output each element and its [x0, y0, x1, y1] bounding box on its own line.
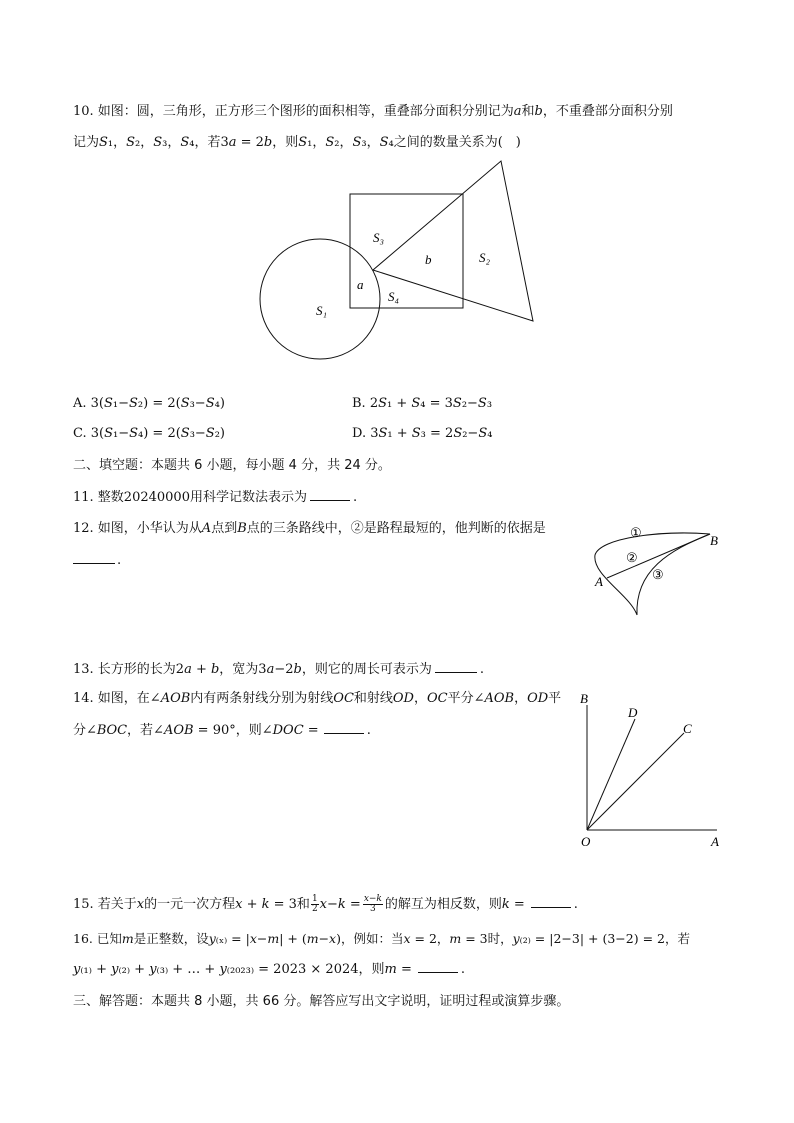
q15-post: 的解互为相反数，则𝑘 =	[384, 897, 525, 912]
q14-line2	[73, 721, 371, 740]
q15-f1-num: 1	[311, 894, 318, 904]
q11-blank[interactable]	[310, 488, 350, 501]
q10-label-s3: S₃	[373, 230, 385, 245]
q12-label-a: A	[595, 574, 603, 589]
q14-ray-od	[587, 719, 635, 830]
q12-text-line1: 12. 如图，小华认为从𝐴点到𝐵点的三条路线中，②是路程最短的，他判断的依据是	[73, 521, 546, 536]
q11	[73, 488, 357, 507]
q15-blank[interactable]	[531, 895, 571, 908]
q14-label-b: B	[580, 691, 588, 706]
q14-blank[interactable]	[324, 721, 364, 734]
q14-text-line2: 分∠𝐵𝑂𝐶，若∠𝐴𝑂𝐵 = 90°，则∠𝐷𝑂𝐶 =	[73, 723, 319, 738]
q14-text-line1: 14. 如图，在∠𝐴𝑂𝐵内有两条射线分别为射线𝑂𝐶和射线𝑂𝐷，𝑂𝐶平分∠𝐴𝑂𝐵，𝑂𝐷平	[73, 691, 562, 706]
q10-text-line1: 10. 如图：圆，三角形，正方形三个图形的面积相等，重叠部分面积分别记为𝑎和𝑏，不重叠部分面积分别	[73, 104, 673, 119]
q16-text-line2: 𝑦₍₁₎ + 𝑦₍₂₎ + 𝑦₍₃₎ + … + 𝑦₍₂₀₂₃₎ = 2023 × 2024，则𝑚 =	[73, 962, 412, 977]
q14-label-d: D	[628, 705, 638, 720]
q14-label-a: A	[711, 834, 719, 849]
q12-label-3: ③	[652, 567, 664, 582]
q10-square	[350, 194, 463, 308]
q13-text: 13. 长方形的长为2𝑎 + 𝑏，宽为3𝑎−2𝑏，则它的周长可表示为	[73, 662, 432, 677]
q13-blank[interactable]	[435, 660, 477, 673]
q15-end: .	[573, 897, 578, 912]
q12-end: .	[117, 553, 122, 568]
q15-mid: 𝑥−𝑘 =	[319, 897, 361, 912]
q14-figure	[575, 688, 725, 850]
q15-fraction-2	[363, 895, 383, 914]
q16-line2	[73, 960, 465, 979]
q14-label-c: C	[683, 721, 692, 736]
q12-label-b: B	[710, 533, 718, 548]
q10-figure	[250, 155, 550, 365]
q12-line2	[73, 551, 121, 570]
q16-text-line1: 16. 已知𝑚是正整数，设𝑦₍ₓ₎ = |𝑥−𝑚| + (𝑚−𝑥)，例如：当𝑥 = 2，𝑚 = 3时，𝑦₍₂₎ = |2−3| + (3−2) = 2，若	[73, 931, 690, 946]
q16-end: .	[460, 962, 466, 977]
q16-blank[interactable]	[418, 960, 458, 973]
q10-label-a: a	[357, 277, 364, 292]
q15	[73, 895, 578, 914]
q10-option-a: A. 3(𝑆₁−𝑆₂) = 2(𝑆₃−𝑆₄)	[73, 396, 225, 411]
q12-blank[interactable]	[73, 551, 115, 564]
q10-text-line2: 记为𝑆₁，𝑆₂，𝑆₃，𝑆₄，若3𝑎 = 2𝑏，则𝑆₁，𝑆₂，𝑆₃，𝑆₄之间的数量关系为( )	[73, 135, 521, 150]
q15-pre: 15. 若关于𝑥的一元一次方程𝑥 + 𝑘 = 3和	[73, 897, 310, 912]
q14-end: .	[366, 723, 371, 738]
q10-circle	[260, 239, 380, 359]
q15-f2-den: 3	[369, 904, 376, 914]
q10-label-b: b	[425, 252, 432, 267]
q11-end: .	[352, 490, 358, 505]
q12-figure	[585, 520, 730, 620]
q10-label-s4: S₄	[388, 289, 400, 304]
q10-option-b: B. 2𝑆₁ + 𝑆₄ = 3𝑆₂−𝑆₃	[352, 396, 493, 411]
q13	[73, 660, 484, 679]
q11-text: 11. 整数20240000用科学记数法表示为	[73, 490, 307, 505]
q10-label-s1: S₁	[316, 303, 328, 318]
q12-label-2: ②	[626, 550, 638, 565]
q14-ray-oc	[587, 733, 684, 830]
q10-option-d: D. 3𝑆₁ + 𝑆₃ = 2𝑆₂−𝑆₄	[352, 426, 493, 441]
q10-label-s2: S₂	[479, 250, 491, 265]
section-3-heading: 三、解答题：本题共 8 小题，共 66 分。解答应写出文字说明，证明过程或演算步骤。	[73, 994, 570, 1009]
q15-f1-den: 2	[311, 904, 318, 914]
q12-route-3	[637, 534, 710, 615]
q15-f2-num: 𝑥−𝑘	[363, 894, 382, 904]
q14-label-o: O	[581, 834, 591, 849]
q12-label-1: ①	[630, 525, 642, 540]
q15-fraction-1	[311, 895, 319, 914]
q10-option-c: C. 3(𝑆₁−𝑆₄) = 2(𝑆₃−𝑆₂)	[73, 426, 225, 441]
q13-end: .	[479, 662, 484, 677]
section-2-heading: 二、填空题：本题共 6 小题，每小题 4 分，共 24 分。	[73, 458, 391, 473]
